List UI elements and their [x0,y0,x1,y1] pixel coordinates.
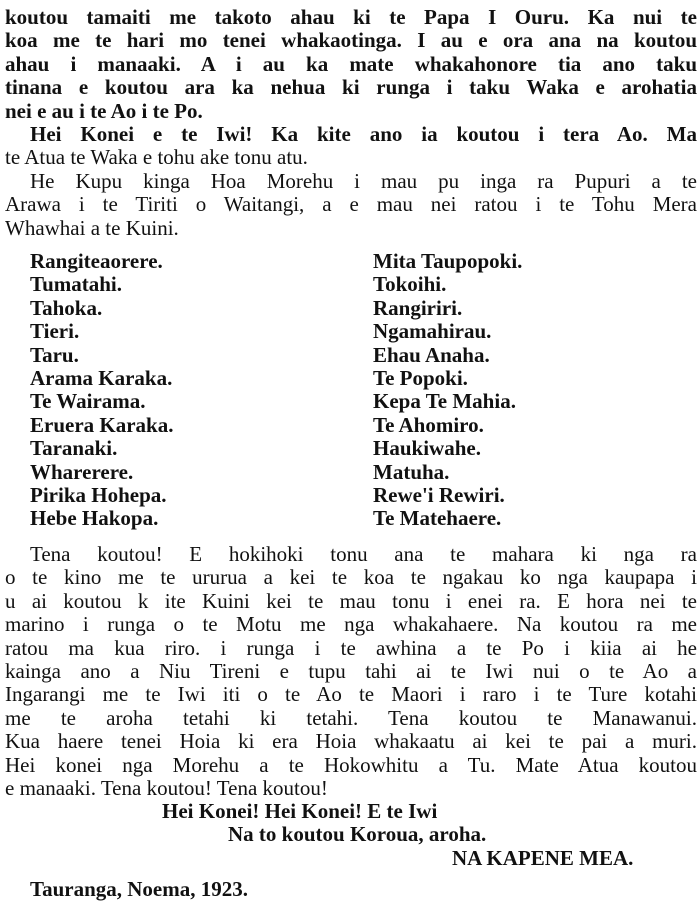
text-line: Hei konei nga Morehu a te Hokowhitu a Tu. Mate Atua koutou [5,752,697,777]
text-line: u ai koutou k ite Kuini kei te mau tonu i enei ra. E hora nei te [5,588,697,613]
name-item: Haukiwahe. [373,436,481,461]
text-line: Kua haere tenei Hoia ki era Hoia whakaatu ai kei te pai a muri. [5,729,697,754]
name-item: Taranaki. [30,436,118,461]
signature: NA KAPENE MEA. [452,846,634,870]
names-column-left [30,250,173,531]
text-line: o te kino me te ururua a kei te koa te ngakau ko nga kaupapa i [5,565,697,590]
name-item: Rangiriri. [373,295,463,320]
name-item: Te Wairama. [30,389,146,414]
text-line: Tena koutou! E hokihoki tonu ana te mahara ki nga ra [30,542,697,566]
name-item: Te Matehaere. [373,506,502,531]
name-item: Ngamahirau. [373,319,492,344]
name-item: Te Popoki. [373,365,468,390]
paragraph-closing [0,543,700,800]
text-line: koutou tamaiti me takoto ahau ki te Papa I Ouru. Ka nui te [5,5,697,29]
names-list [0,250,700,530]
text-line: e manaaki. Tena koutou! Tena koutou! [5,776,328,801]
text-line: marino i runga o te Motu me nga whakahaere. Na koutou ra me [5,612,697,637]
name-item: Hebe Hakopa. [30,506,159,531]
paragraph-dedication [0,170,700,240]
name-item: Tieri. [30,319,80,344]
name-item: Tokoihi. [373,272,447,297]
name-item: Te Ahomiro. [373,412,484,437]
text-line: me te aroha tetahi ki tetahi. Tena koutou te Manawanui. [5,705,697,730]
name-item: Rewe'i Rewiri. [373,482,505,507]
text-line: kainga ano a Niu Tireni e tupu tahi ai te Iwi nui o te Ao a [5,659,697,684]
name-item: Taru. [30,342,79,367]
name-item: Arama Karaka. [30,365,173,390]
name-item: Mita Taupopoki. [373,249,523,273]
name-item: Kepa Te Mahia. [373,389,516,414]
name-item: Pirika Hohepa. [30,482,167,507]
text-line: He Kupu kinga Hoa Morehu i mau pu inga ra Pupuri a te [30,169,697,193]
name-item: Wharerere. [30,459,134,484]
dateline: Tauranga, Noema, 1923. [30,877,248,901]
name-item: Rangiteaorere. [30,249,163,273]
names-column-right [373,250,522,531]
text-line: Arawa i te Tiriti o Waitangi, a e mau nei ratou i te Tohu Mera [5,192,697,217]
name-item: Matuha. [373,459,450,484]
text-line: ratou ma kua riro. i runga i te awhina a te Po i kiia ai he [5,635,697,660]
paragraph-opening [0,6,700,123]
name-item: Tahoka. [30,295,103,320]
text-line: Whawhai a te Kuini. [5,215,179,240]
text-line: koa me te hari mo tenei whakaotinga. I au e ora ana na koutou [5,28,697,53]
text-line: ahau i manaaki. A i au ka mate whakahonore tia ano taku [5,51,697,76]
name-item: Tumatahi. [30,272,123,297]
text-line: te Atua te Waka e tohu ake tonu atu. [5,145,308,170]
name-item: Ehau Anaha. [373,342,490,367]
paragraph-farewell [0,123,700,170]
name-item: Eruera Karaka. [30,412,174,437]
farewell-line: Hei Konei! Hei Konei! E te Iwi [162,799,438,823]
farewell-line: Na to koutou Koroua, aroha. [228,822,487,846]
text-line: Hei Konei e te Iwi! Ka kite ano ia koutou i tera Ao. Ma [30,122,697,146]
text-line: tinana e koutou ara ka nehua ki runga i taku Waka e arohatia [5,75,697,100]
text-line: nei e au i te Ao i te Po. [5,98,203,123]
text-line: Ingarangi me te Iwi iti o te Ao te Maori i raro i te Ture kotahi [5,682,697,707]
